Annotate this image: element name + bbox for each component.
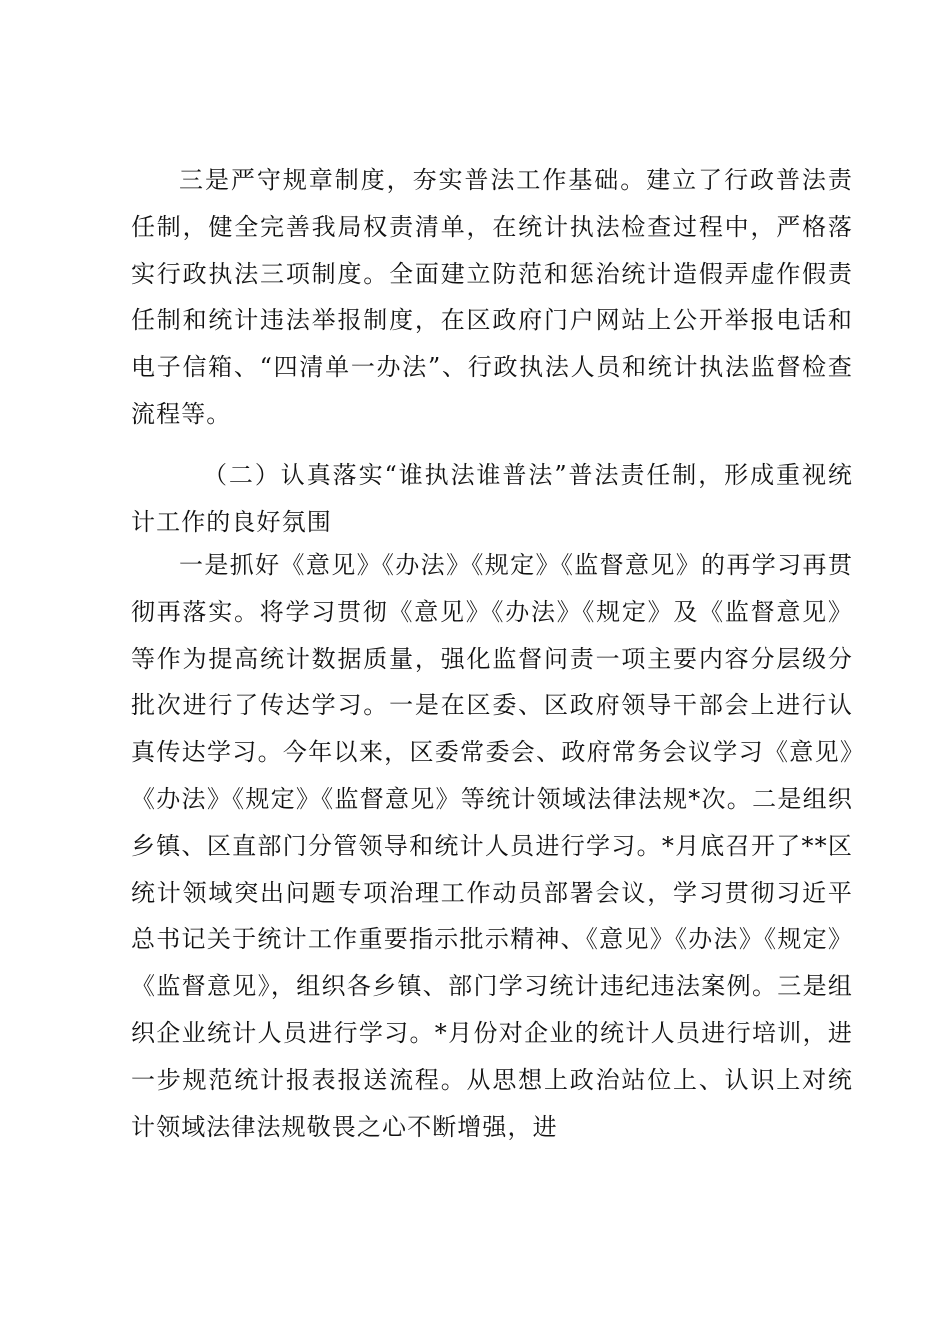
section-heading-block [131, 452, 853, 546]
paragraph-strict-rules: 三是严守规章制度，夯实普法工作基础。建立了行政普法责任制，健全完善我局权责清单，在统计执法检查过程中，严格落实行政执法三项制度。全面建立防范和惩治统计造假弄虚作假责任制和统计违法举报制度，在区政府门户网站上公开举报电话和电子信箱、“四清单一办法”、行政执法人员和统计执法监督检查流程等。 [131, 166, 853, 428]
paragraph-block-one [131, 542, 853, 1150]
paragraph-block-three [131, 157, 853, 438]
paragraph-study-implementation: 一是抓好《意见》《办法》《规定》《监督意见》的再学习再贯彻再落实。将学习贯彻《意见》《办法》《规定》及《监督意见》等作为提高统计数据质量，强化监督问责一项主要内容分层级分批次进行了传达学习。一是在区委、区政府领导干部会上进行认真传达学习。今年以来，区委常委会、政府常务会议学习《意见》《办法》《规定》《监督意见》等统计领域法律法规*次。二是组织乡镇、区直部门分管领导和统计人员进行学习。*月底召开了**区统计领域突出问题专项治理工作动员部署会议，学习贯彻习近平总书记关于统计工作重要指示批示精神、《意见》《办法》《规定》《监督意见》，组织各乡镇、部门学习统计违纪违法案例。三是组织企业统计人员进行学习。*月份对企业的统计人员进行培训，进一步规范统计报表报送流程。从思想上政治站位上、认识上对统计领域法律法规敬畏之心不断增强，进 [131, 551, 853, 1141]
section-heading-two: （二）认真落实“谁执法谁普法”普法责任制，形成重视统计工作的良好氛围 [131, 461, 853, 536]
